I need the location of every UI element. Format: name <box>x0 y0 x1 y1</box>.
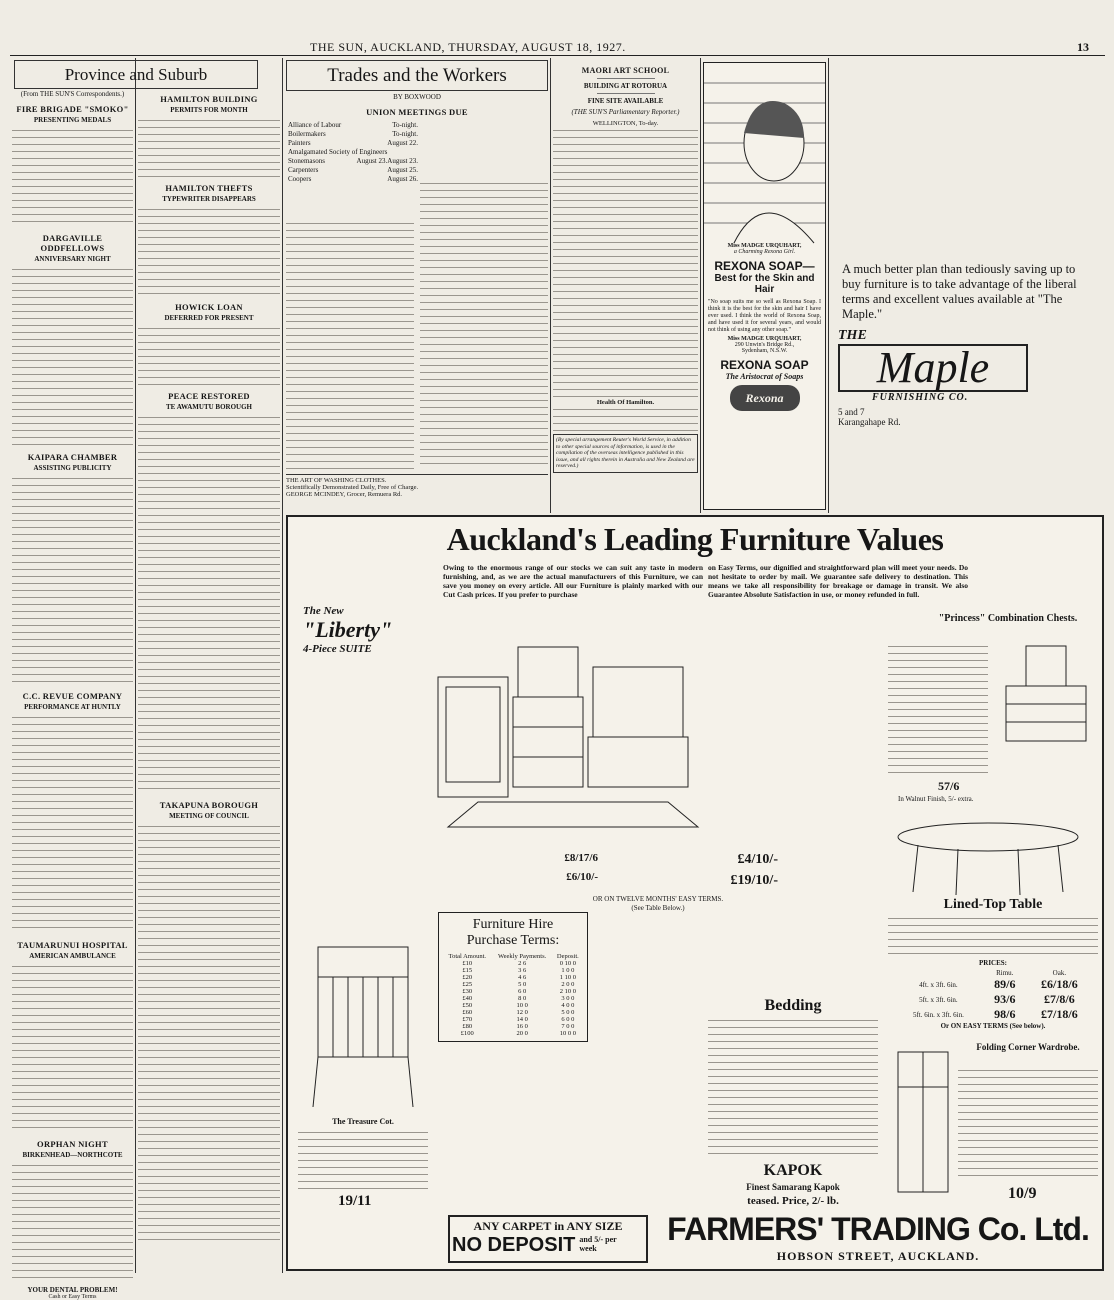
suite-terms-2: (See Table Below.) <box>631 904 685 912</box>
rexona-tagline: Best for the Skin and Hair <box>714 273 815 295</box>
kapok-line-1: Finest Samarang Kapok <box>746 1182 840 1192</box>
farmers-ad <box>286 515 1104 1271</box>
article-subhead: PRESENTING MEDALS <box>33 116 112 124</box>
article-head: FIRE BRIGADE "SMOKO" <box>16 104 129 114</box>
maple-copy: A much better plan than tediously saving up to buy furniture is to take advantage of the liberal terms and excellent values available at "The Maple." <box>842 262 1077 321</box>
carpet-line-1: ANY CARPET in ANY SIZE <box>473 1219 623 1233</box>
cot-price: 19/11 <box>338 1193 372 1209</box>
section-byline: (From THE SUN'S Correspondents.) <box>20 90 125 98</box>
rexona-ad <box>703 62 826 510</box>
rexona-soap-pack-icon: Rexona <box>730 385 800 411</box>
syndication-notice: (By special arrangement Reuter's World Service, in addition to other special sources of information, is used in the compilation of the overseas intelligence published in this issue, and all rights therein in Australia and New Zealand are reserved.) <box>553 434 698 473</box>
washing-ad-line3: GEORGE MCINDEY, Grocer, Remuera Rd. <box>286 491 403 498</box>
rexona-signature-address: 290 Unwin's Bridge Rd., <box>734 342 795 348</box>
farmers-intro-left: Owing to the enormous range of our stocks we can suit any taste in modern furnishing, and, as we are the actual manufacturers of this Furniture, we can save you money on every article. All our Furniture is plainly marked with our Cut Cash prices. If you prefer to purchase <box>443 563 703 599</box>
article-subhead: BIRKENHEAD—NORTHCOTE <box>22 1151 123 1159</box>
washing-ad-title: THE ART OF WASHING CLOTHES. <box>286 477 387 484</box>
article-head: TAKAPUNA BOROUGH <box>159 800 259 810</box>
chests-title: "Princess" Combination Chests. <box>938 613 1078 624</box>
kapok-title: KAPOK <box>763 1162 823 1179</box>
chests-walnut: In Walnut Finish, 5/- extra. <box>898 795 974 803</box>
article-head: C.C. REVUE COMPANY <box>22 691 123 701</box>
chests-price: 57/6 <box>938 779 960 793</box>
maori-head-1: MAORI ART SCHOOL <box>581 66 670 75</box>
table-title: Lined-Top Table <box>943 897 1043 912</box>
meeting-row: Amalgamated Society of Engineers August 23. <box>288 148 418 165</box>
column-trades <box>286 60 548 512</box>
rexona-caption-2: a Charming Rexona Girl. <box>733 249 796 255</box>
rexona-signature: Miss MADGE URQUHART, <box>727 336 802 342</box>
article-head: HAMILTON BUILDING <box>160 94 258 104</box>
maori-head-2: BUILDING AT ROTORUA <box>583 82 668 90</box>
meeting-row: Boilermakers To-night. <box>288 130 418 138</box>
rexona-signature-city: Sydenham, N.S.W. <box>741 348 788 354</box>
rexona-portrait-illustration <box>704 63 825 243</box>
suite-name: "Liberty" <box>303 617 393 642</box>
rexona-bottom-tag: The Aristocrat of Soaps <box>725 372 804 381</box>
carpet-line-3: and 5/- per week <box>579 1235 617 1253</box>
maple-address-1: 5 and 7 <box>838 407 865 417</box>
union-meetings-head: UNION MEETINGS DUE <box>366 107 468 117</box>
suite-terms: OR ON TWELVE MONTHS' EASY TERMS. <box>592 895 724 903</box>
rexona-caption-1: Miss MADGE URQUHART, <box>727 243 802 249</box>
article-subhead: DEFERRED FOR PRESENT <box>164 314 254 322</box>
article-head: DARGAVILLE ODDFELLOWS <box>40 233 105 253</box>
table-prices-label: PRICES: <box>978 959 1007 967</box>
cot-title: The Treasure Cot. <box>332 1117 394 1126</box>
maple-sub: FURNISHING CO. <box>872 392 969 403</box>
farmers-company-name: FARMERS' TRADING Co. Ltd. <box>667 1211 1089 1247</box>
farmers-address: HOBSON STREET, AUCKLAND. <box>776 1249 980 1263</box>
hire-terms-table: Total Amount. Weekly Payments. Deposit. £10 2 6 0 10 0 £15 3 6 1 0 0 £20 4 6 1 10 0 £25 5 0 2 0 0 £30 6 0 2 10 0 £40 8 0 3 0 0 £50 10 0 4 0 0 £60 12 0 5 0 0 £70 14 0 6 0 0 £80 16 0 7 0 0 £100 20 0 10 0 0 <box>448 953 579 1037</box>
kapok-line-2: teased. Price, 2/- lb. <box>747 1195 839 1207</box>
article-head: ORPHAN NIGHT <box>37 1139 108 1149</box>
table-illustration <box>888 817 1088 897</box>
article-subhead: TE AWAMUTU BOROUGH <box>166 403 252 411</box>
wardrobe-illustration <box>893 1047 953 1197</box>
cot-illustration <box>298 937 428 1117</box>
trades-title: Trades and the Workers <box>286 60 548 91</box>
liberty-suite-illustration <box>418 637 718 837</box>
article-head: HOWICK LOAN <box>175 302 243 312</box>
suite-sub: 4-Piece SUITE <box>303 643 372 655</box>
maple-the: THE <box>838 328 867 343</box>
column-province-2 <box>138 88 280 1272</box>
article-head: KAIPARA CHAMBER <box>27 452 118 462</box>
hire-title-2: Purchase Terms: <box>466 933 560 948</box>
column-province-body <box>12 88 133 1300</box>
maple-logo: Maple <box>838 344 1028 392</box>
suite-the-new: The New <box>303 605 344 617</box>
section-title-province: Province and Suburb <box>14 60 258 89</box>
maori-byline: (THE SUN'S Parliamentary Reporter.) <box>571 108 680 116</box>
chest-illustration <box>996 641 1096 751</box>
hire-purchase-box <box>438 912 588 1042</box>
article-subhead: ANNIVERSARY NIGHT <box>34 255 111 263</box>
table-terms: Or ON EASY TERMS (See below). <box>940 1022 1046 1030</box>
meeting-row: Carpenters August 25. <box>288 166 418 174</box>
health-hamilton-head: Health Of Hamilton. <box>596 399 655 406</box>
meeting-row: Stonemasons August 23. <box>288 157 388 165</box>
carpet-box <box>448 1215 648 1263</box>
article-subhead: PERFORMANCE AT HUNTLY <box>24 703 121 711</box>
farmers-intro-right: on Easy Terms, our dignified and straightforward plan will meet your needs. Do not hesitate to order by mail. We guarantee safe delivery to destination. This means we take all responsibility for breakage or damage in transit. We also Guarantee Absolute Satisfaction in use, or money refunded in full. <box>708 563 968 599</box>
carpet-line-2: NO DEPOSIT <box>452 1234 576 1256</box>
masthead <box>10 38 1105 56</box>
meeting-row: Coopers August 26. <box>288 175 418 183</box>
bedding-title: Bedding <box>764 997 822 1014</box>
dental-ad-sub: Cash or Easy Terms <box>48 1294 97 1300</box>
article-subhead: MEETING OF COUNCIL <box>169 812 249 820</box>
maori-head-3: FINE SITE AVAILABLE <box>587 97 664 105</box>
farmers-headline: Auckland's Leading Furniture Values <box>446 521 944 557</box>
rexona-quote: "No soap suits me so well as Rexona Soap. I think it is the best for the skin and hair I have ever used. I think the world of Rexona Soap, and have used it for several years, and would not think of using any other soap." <box>708 299 821 333</box>
publication-line: THE SUN, AUCKLAND, THURSDAY, AUGUST 18, 1927. <box>310 40 626 54</box>
liberty-suite-title <box>303 605 413 655</box>
trades-byline: BY BOXWOOD <box>393 93 441 101</box>
article-head: TAUMARUNUI HOSPITAL <box>17 940 128 950</box>
meeting-row: Painters August 22. <box>288 139 418 147</box>
wardrobe-title: Folding Corner Wardrobe. <box>976 1042 1080 1052</box>
article-head: PEACE RESTORED <box>168 391 250 401</box>
maori-dateline: WELLINGTON, To-day. <box>592 120 659 127</box>
suite-price-1: £8/17/6 <box>564 852 598 864</box>
table-price-table: Rimu. Oak. 4ft. x 3ft. 6in. 89/6 £6/18/6 5ft. x 3ft. 6in. 93/6 £7/8/6 5ft. 6in. x 3ft. 6in. 98/6 £7/18/6 <box>912 969 1078 1021</box>
suite-price-2: £6/10/- <box>566 871 598 883</box>
meetings-list <box>288 121 418 184</box>
maple-address-2: Karangahape Rd. <box>838 417 901 427</box>
column-maori-art <box>553 60 698 512</box>
page-number: 13 <box>1077 40 1089 54</box>
washing-ad <box>286 474 548 498</box>
washing-ad-line2: Scientifically Demonstrated Daily, Free of Charge. <box>286 484 419 491</box>
article-subhead: PERMITS FOR MONTH <box>170 106 248 114</box>
article-subhead: AMERICAN AMBULANCE <box>29 952 116 960</box>
rexona-headline: REXONA SOAP— <box>714 259 815 273</box>
article-head: HAMILTON THEFTS <box>165 183 253 193</box>
hire-title-1: Furniture Hire <box>472 917 554 932</box>
suite-price-3: £4/10/- <box>737 852 778 867</box>
suite-total: £19/10/- <box>730 873 778 888</box>
wardrobe-price: 10/9 <box>1008 1185 1037 1202</box>
dental-ad-title: YOUR DENTAL PROBLEM! <box>27 1286 118 1294</box>
article-subhead: TYPEWRITER DISAPPEARS <box>162 195 256 203</box>
rexona-bottom-name: REXONA SOAP <box>720 358 809 372</box>
article-subhead: ASSISTING PUBLICITY <box>33 464 112 472</box>
maple-ad <box>832 62 1104 510</box>
meeting-row: Alliance of Labour To-night. <box>288 121 418 129</box>
